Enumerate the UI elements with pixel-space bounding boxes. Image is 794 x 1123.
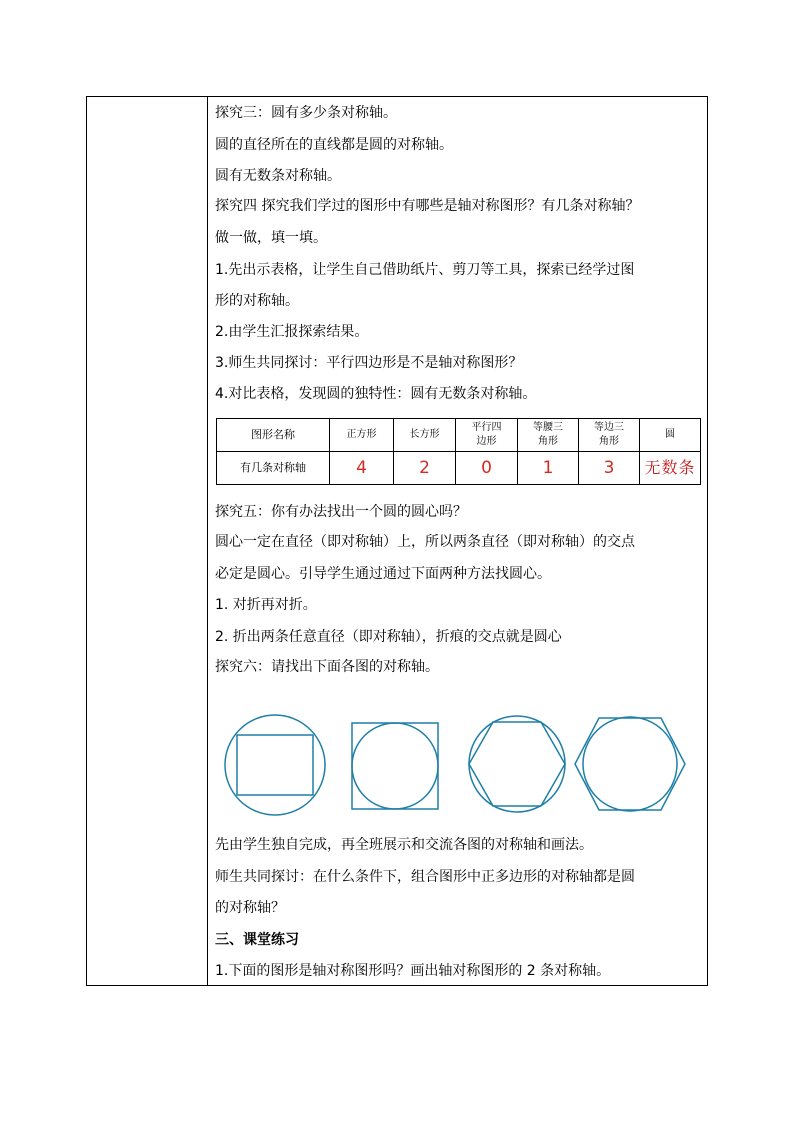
step1-line-a: 1.先出示表格，让学生自己借助纸片、剪刀等工具，探索已经学过图 bbox=[215, 262, 635, 278]
after-line1: 先由学生独自完成，再全班展示和交流各图的对称轴和画法。 bbox=[215, 837, 593, 853]
symmetry-axes-table bbox=[216, 418, 701, 485]
axis-count-square: 4 bbox=[330, 452, 394, 485]
step4: 4.对比表格，发现圆的独特性：圆有无数条对称轴。 bbox=[215, 386, 537, 402]
axis-count-rectangle: 2 bbox=[394, 452, 456, 485]
explore3-line1: 圆的直径所在的直线都是圆的对称轴。 bbox=[215, 137, 453, 153]
row-label-shape-name: 图形名称 bbox=[217, 419, 330, 452]
square-in-circle-figure bbox=[225, 715, 325, 815]
after-line2-b: 的对称轴？ bbox=[215, 900, 285, 916]
explore4-title: 探究四 探究我们学过的图形中有哪些是轴对称图形？有几条对称轴？ bbox=[215, 198, 640, 214]
step3: 3.师生共同探讨：平行四边形是不是轴对称图形？ bbox=[215, 355, 523, 371]
explore5-line1: 圆心一定在直径（即对称轴）上，所以两条直径（即对称轴）的交点 bbox=[215, 534, 635, 550]
axis-count-circle: 无数条 bbox=[640, 452, 701, 485]
axis-count-isosceles-triangle: 1 bbox=[518, 452, 579, 485]
shape-name-isosceles-triangle: 等腰三 角形 bbox=[518, 419, 579, 452]
shape-name-equilateral-triangle: 等边三 角形 bbox=[579, 419, 640, 452]
shape-name-square: 正方形 bbox=[330, 419, 394, 452]
step2: 2.由学生汇报探索结果。 bbox=[215, 324, 369, 340]
shape-name-rectangle: 长方形 bbox=[394, 419, 456, 452]
axis-count-parallelogram: 0 bbox=[456, 452, 518, 485]
shape-name-parallelogram: 平行四 边形 bbox=[456, 419, 518, 452]
explore6-title: 探究六：请找出下面各图的对称轴。 bbox=[215, 659, 439, 675]
axis-count-equilateral-triangle: 3 bbox=[579, 452, 640, 485]
circle-in-square-figure bbox=[352, 723, 438, 809]
explore3-line2: 圆有无数条对称轴。 bbox=[215, 168, 341, 184]
step1-line-b: 形的对称轴。 bbox=[215, 293, 299, 309]
exercise1: 1.下面的图形是轴对称图形吗？画出轴对称图形的 2 条对称轴。 bbox=[215, 963, 611, 979]
circle-in-hexagon-figure bbox=[575, 717, 685, 811]
hexagon-in-circle-figure bbox=[469, 716, 565, 812]
shape-name-circle: 圆 bbox=[640, 419, 701, 452]
section3-title: 三、课堂练习 bbox=[215, 932, 299, 948]
explore5-line2: 必定是圆心。引导学生通过通过下面两种方法找圆心。 bbox=[215, 566, 551, 582]
row-label-axis-count: 有几条对称轴 bbox=[217, 452, 330, 485]
left-column-cell bbox=[87, 97, 208, 985]
explore3-title: 探究三：圆有多少条对称轴。 bbox=[215, 105, 397, 121]
explore5-title: 探究五：你有办法找出一个圆的圆心吗？ bbox=[215, 504, 467, 520]
method2: 2. 折出两条任意直径（即对称轴），折痕的交点就是圆心 bbox=[215, 629, 562, 645]
after-line2-a: 师生共同探讨：在什么条件下，组合图形中正多边形的对称轴都是圆 bbox=[215, 869, 635, 885]
geometry-figures bbox=[220, 710, 690, 820]
explore4-line1: 做一做，填一填。 bbox=[215, 230, 327, 246]
method1: 1. 对折再对折。 bbox=[215, 597, 317, 613]
